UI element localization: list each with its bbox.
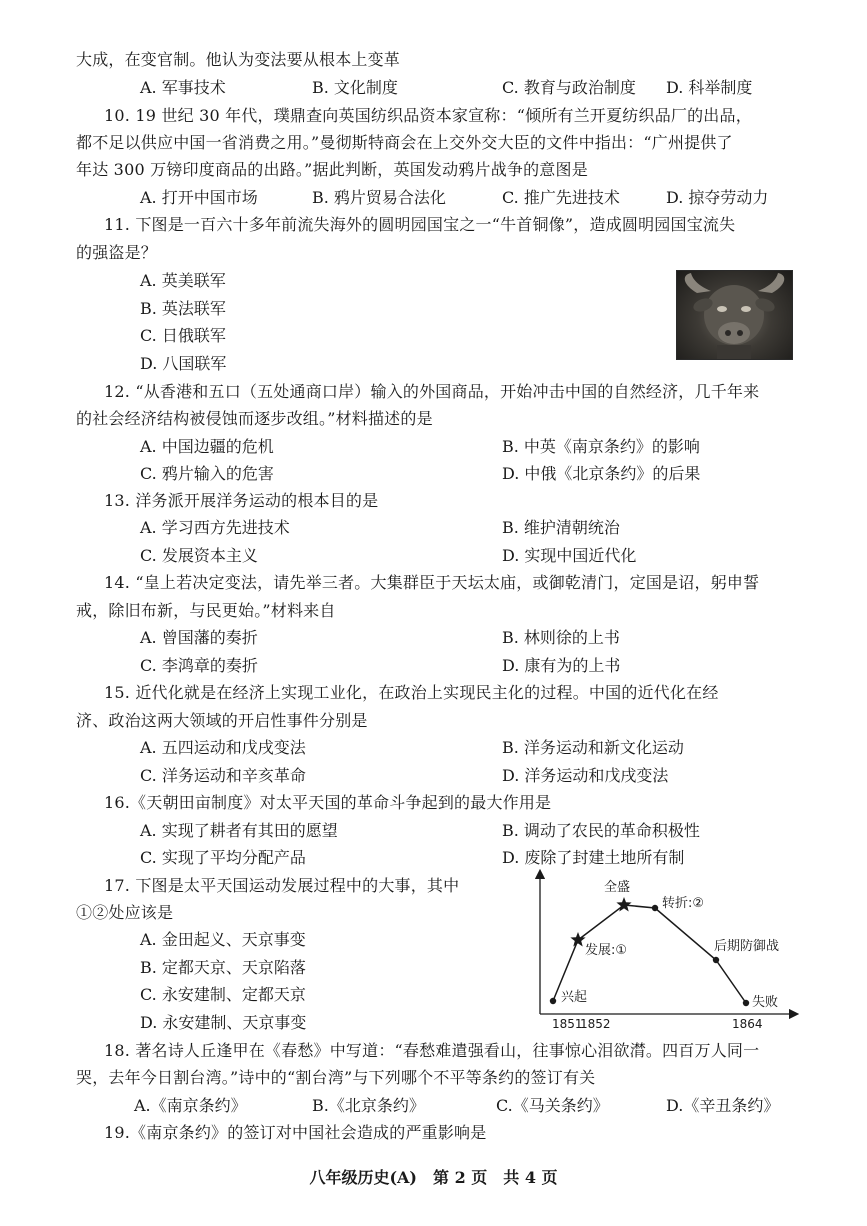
q17-option-d: D. 永安建制、天京事变 — [140, 1013, 307, 1032]
bronze-ox-head-photo — [676, 270, 793, 360]
q18-option-b: B.《北京条约》 — [312, 1096, 425, 1115]
q10-stem-3: 年达 300 万镑印度商品的出路。”据此判断，英国发动鸦片战争的意图是 — [76, 160, 588, 179]
q18-option-d: D.《辛丑条约》 — [666, 1096, 780, 1115]
q10-option-c: C. 推广先进技术 — [502, 188, 620, 207]
right-nostril — [737, 330, 743, 336]
q18-stem-1: 18. 著名诗人丘逢甲在《春愁》中写道：“春愁难遣强看山，往事惊心泪欲潸。四百万人同一 — [104, 1041, 760, 1060]
q12-option-d: D. 中俄《北京条约》的后果 — [502, 464, 701, 483]
q13-option-a: A. 学习西方先进技术 — [140, 518, 290, 537]
label-shibai: 失败 — [752, 995, 779, 1010]
star-marker-1 — [570, 932, 585, 946]
ox-head-illustration — [677, 271, 792, 359]
q15-option-c: C. 洋务运动和辛亥革命 — [140, 766, 306, 785]
q16-option-a: A. 实现了耕者有其田的愿望 — [140, 821, 338, 840]
q15-stem-1: 15. 近代化就是在经济上实现工业化，在政治上实现民主化的过程。中国的近代化在经 — [104, 683, 719, 702]
q14-option-b: B. 林则徐的上书 — [502, 628, 620, 647]
q16-option-c: C. 实现了平均分配产品 — [140, 848, 306, 867]
q10-option-d: D. 掠夺劳动力 — [666, 188, 769, 207]
label-fazhan: 发展:① — [585, 943, 628, 958]
label-houqi-fangyuzhan: 后期防御战 — [714, 939, 780, 954]
q12-option-a: A. 中国边疆的危机 — [140, 437, 274, 456]
dot-marker-3 — [652, 905, 658, 911]
q12-stem-2: 的社会经济结构被侵蚀而逐步改组。”材料描述的是 — [76, 409, 433, 428]
q10-stem-2: 都不足以供应中国一省消费之用。”曼彻斯特商会在上交外交大臣的文件中指出：“广州提供了 — [76, 133, 733, 152]
x-tick-1864: 1864 — [732, 1017, 763, 1031]
left-eye — [717, 306, 727, 312]
left-nostril — [725, 330, 731, 336]
label-quansheng: 全盛 — [604, 880, 631, 895]
q16-option-b: B. 调动了农民的革命积极性 — [502, 821, 700, 840]
page-footer: 八年级历史(A) 第 2 页 共 4 页 — [309, 1168, 558, 1187]
q10-option-b: B. 鸦片贸易合法化 — [312, 188, 446, 207]
q11-option-d: D. 八国联军 — [140, 354, 227, 373]
q13-option-b: B. 维护清朝统治 — [502, 518, 620, 537]
q15-option-a: A. 五四运动和戊戌变法 — [140, 738, 306, 757]
q9-option-c: C. 教育与政治制度 — [502, 78, 636, 97]
ox-neck — [717, 345, 751, 359]
q12-option-c: C. 鸦片输入的危害 — [140, 464, 274, 483]
q11-option-c: C. 日俄联军 — [140, 326, 226, 345]
q10-option-a: A. 打开中国市场 — [140, 188, 258, 207]
q14-stem-2: 戒，除旧布新，与民更始。”材料来自 — [76, 601, 336, 620]
q13-option-d: D. 实现中国近代化 — [502, 546, 637, 565]
q12-option-b: B. 中英《南京条约》的影响 — [502, 437, 700, 456]
q18-option-a: A.《南京条约》 — [134, 1096, 247, 1115]
dot-marker-0 — [550, 998, 556, 1004]
q13-option-c: C. 发展资本主义 — [140, 546, 258, 565]
q14-stem-1: 14. “皇上若决定变法，请先举三者。大集群臣于天坛太庙，或御乾清门，定国是诏，躬申誓 — [104, 573, 760, 592]
q17-option-b: B. 定都天京、天京陷落 — [140, 958, 306, 977]
label-zhuanzhe: 转折:② — [662, 896, 705, 911]
q11-option-a: A. 英美联军 — [140, 271, 226, 290]
q9-option-a: A. 军事技术 — [140, 78, 226, 97]
q14-option-d: D. 康有为的上书 — [502, 656, 621, 675]
ox-muzzle — [718, 322, 750, 344]
q16-option-d: D. 废除了封建土地所有制 — [502, 848, 685, 867]
trend-line — [553, 905, 746, 1003]
label-xingqi: 兴起 — [561, 990, 588, 1005]
right-eye — [741, 306, 751, 312]
q14-option-a: A. 曾国藩的奏折 — [140, 628, 258, 647]
x-tick-1851: 1851 — [552, 1017, 583, 1031]
q10-stem-1: 10. 19 世纪 30 年代，璞鼎查向英国纺织品资本家宣称：“倾所有兰开夏纺织品厂的出品， — [104, 106, 752, 125]
q9-option-b: B. 文化制度 — [312, 78, 398, 97]
q15-option-b: B. 洋务运动和新文化运动 — [502, 738, 684, 757]
q15-option-d: D. 洋务运动和戊戌变法 — [502, 766, 669, 785]
x-tick-1852: 1852 — [580, 1017, 611, 1031]
q13-stem-1: 13. 洋务派开展洋务运动的根本目的是 — [104, 491, 379, 510]
q15-stem-2: 济、政治这两大领域的开启性事件分别是 — [76, 711, 368, 730]
q17-option-c: C. 永安建制、定都天京 — [140, 985, 306, 1004]
q11-option-b: B. 英法联军 — [140, 299, 226, 318]
q11-stem-1: 11. 下图是一百六十多年前流失海外的圆明园国宝之一“牛首铜像”，造成圆明园国宝流失 — [104, 215, 736, 234]
q19-stem-1: 19.《南京条约》的签订对中国社会造成的严重影响是 — [104, 1123, 487, 1142]
dot-marker-4 — [713, 957, 719, 963]
q9-stem-tail: 大成，在变官制。他认为变法要从根本上变革 — [76, 50, 401, 69]
q14-option-c: C. 李鸿章的奏折 — [140, 656, 258, 675]
q17-stem-1: 17. 下图是太平天国运动发展过程中的大事，其中 — [104, 876, 460, 895]
q12-stem-1: 12. “从香港和五口（五处通商口岸）输入的外国商品，开始冲击中国的自然经济，几千年来 — [104, 382, 760, 401]
q18-option-c: C.《马关条约》 — [496, 1096, 609, 1115]
q17-stem-2: ①②处应该是 — [76, 903, 174, 922]
right-horn — [758, 273, 784, 293]
q17-option-a: A. 金田起义、天京事变 — [140, 930, 306, 949]
q9-option-d: D. 科举制度 — [666, 78, 753, 97]
q16-stem-1: 16.《天朝田亩制度》对太平天国的革命斗争起到的最大作用是 — [104, 793, 552, 812]
left-horn — [685, 273, 711, 293]
taiping-timeline-chart — [520, 868, 800, 1033]
q11-stem-2: 的强盗是？ — [76, 243, 158, 262]
dot-marker-5 — [743, 1000, 749, 1006]
q18-stem-2: 哭，去年今日割台湾。”诗中的“割台湾”与下列哪个不平等条约的签订有关 — [76, 1068, 596, 1087]
